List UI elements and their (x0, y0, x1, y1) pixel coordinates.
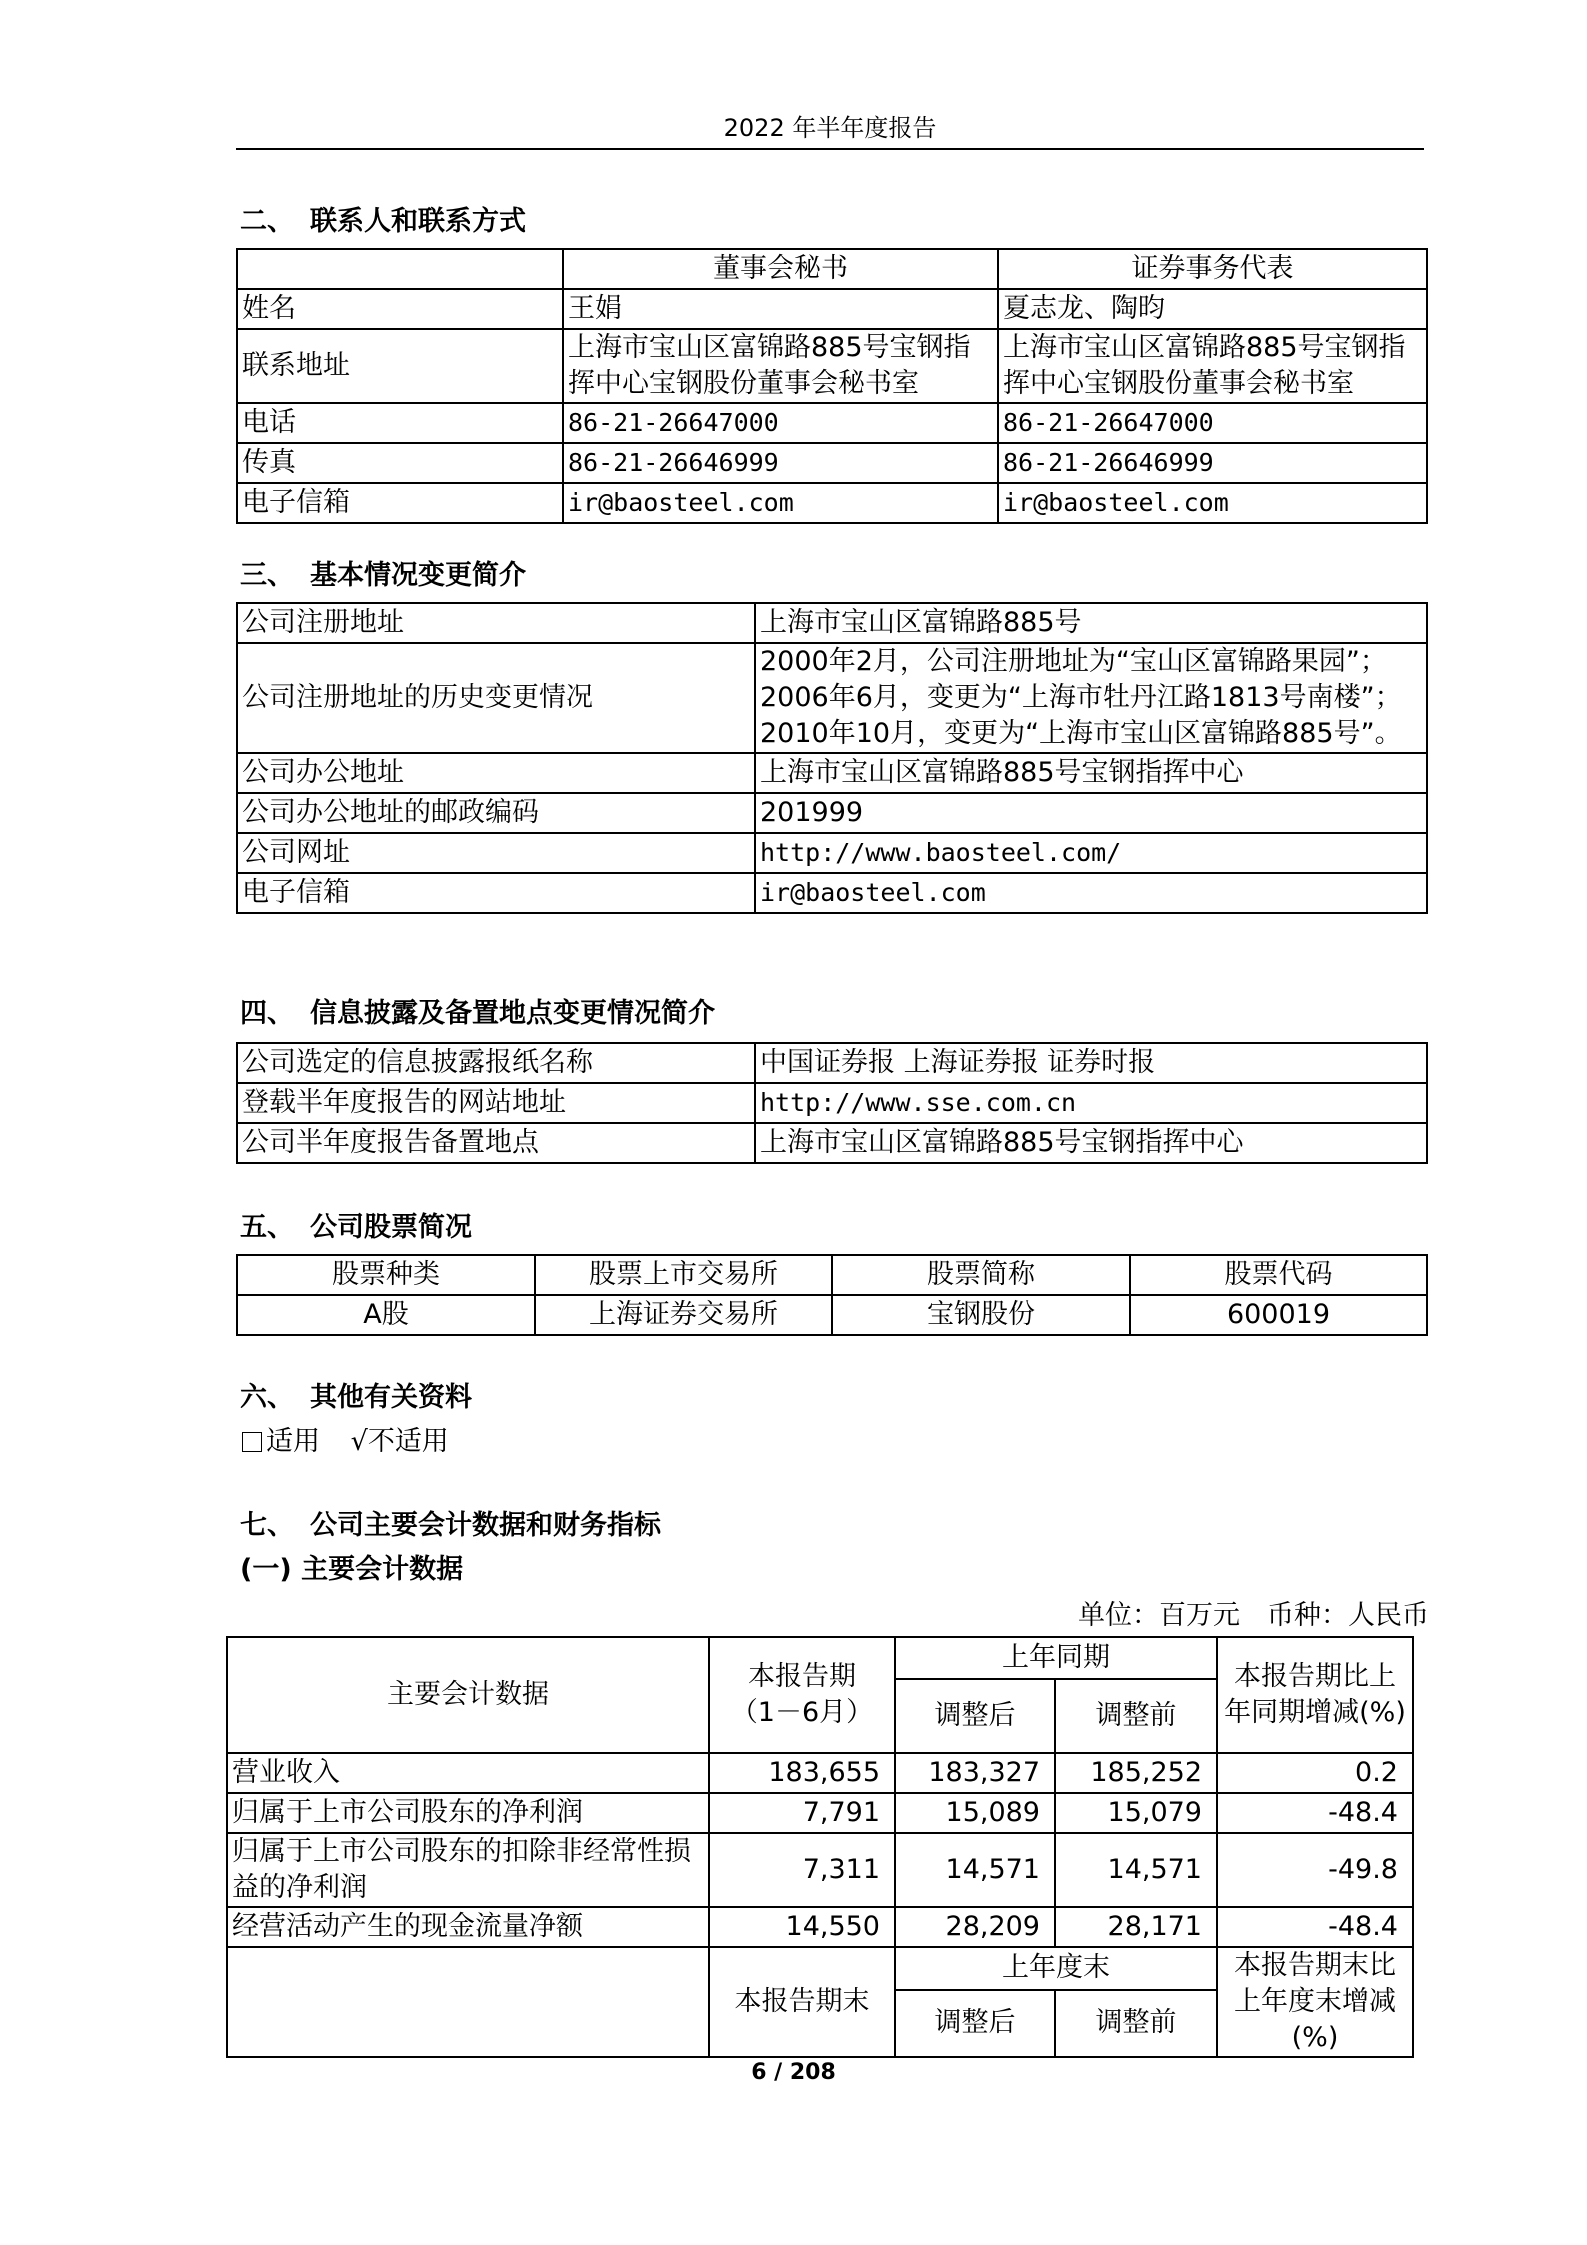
col-header: 股票种类 (237, 1255, 535, 1295)
col-header-representative: 证券事务代表 (998, 249, 1427, 289)
section-5-heading: 五、 公司股票简况 (240, 1212, 472, 1243)
checkmark-icon: √ (350, 1426, 368, 1457)
secretary-email: ir@baosteel.com (563, 483, 998, 523)
row-label: 归属于上市公司股东的扣除非经常性损益的净利润 (227, 1833, 709, 1907)
row-label: 公司办公地址的邮政编码 (237, 793, 755, 833)
postal-code: 201999 (755, 793, 1427, 833)
stock-exchange: 上海证券交易所 (535, 1295, 832, 1335)
row-label: 登载半年度报告的网站地址 (237, 1083, 755, 1123)
section-2-heading: 二、 联系人和联系方式 (240, 206, 526, 237)
financial-data-table: 主要会计数据 本报告期 （1－6月） 上年同期 本报告期比上年同期增减(%) 调整后 调整前 营业收入 183,655 183,327 185,252 0.2 归属于上市公司股东的净利润 7,791 15,089 15,079 -48.4 归属于上市公司股东的扣除非经常性损益的净利润 7,311 14,571 14,571 -49.8 经营活动产生的现金流量净额 14,550 28,209 28,171 -48.4 本报告期末 上年度末 本报告期末比上年度末增减(%) 调整后 调整前 (226, 1636, 1414, 2058)
unit-note: 单位：百万元 币种：人民币 (1078, 1600, 1429, 1631)
col-header-item: 主要会计数据 (227, 1637, 709, 1753)
col-header-current: 本报告期 （1－6月） (709, 1637, 895, 1753)
subsection-heading: (一) 主要会计数据 (240, 1554, 464, 1585)
website-link[interactable]: http://www.baosteel.com/ (755, 833, 1427, 873)
row-label: 电子信箱 (237, 483, 563, 523)
section-4-heading: 四、 信息披露及备置地点变更情况简介 (240, 998, 715, 1029)
report-title: 2022 年半年度报告 (723, 114, 937, 142)
row-label: 姓名 (237, 289, 563, 329)
col-header-period-end: 本报告期末 (709, 1947, 895, 2057)
col-header-prior-year-end: 上年度末 (895, 1947, 1217, 1990)
basic-info-table (236, 602, 1428, 914)
col-header-change-year-end: 本报告期末比上年度末增减(%) (1217, 1947, 1413, 2057)
applicability-options: 适用 √不适用 (242, 1424, 449, 1460)
page-header (236, 112, 1424, 150)
office-address: 上海市宝山区富锦路885号宝钢指挥中心 (755, 753, 1427, 793)
representative-address: 上海市宝山区富锦路885号宝钢指挥中心宝钢股份董事会秘书室 (998, 329, 1427, 403)
row-label: 归属于上市公司股东的净利润 (227, 1793, 709, 1833)
row-label: 公司网址 (237, 833, 755, 873)
col-header-adjusted-after: 调整后 (895, 1679, 1055, 1753)
secretary-address: 上海市宝山区富锦路885号宝钢指挥中心宝钢股份董事会秘书室 (563, 329, 998, 403)
secretary-phone: 86-21-26647000 (563, 403, 998, 443)
row-label: 公司办公地址 (237, 753, 755, 793)
col-header-secretary: 董事会秘书 (563, 249, 998, 289)
col-header: 股票上市交易所 (535, 1255, 832, 1295)
row-label: 传真 (237, 443, 563, 483)
row-label: 经营活动产生的现金流量净额 (227, 1907, 709, 1947)
row-label: 电子信箱 (237, 873, 755, 913)
contact-table (236, 248, 1428, 524)
stock-short-name: 宝钢股份 (832, 1295, 1130, 1335)
email-link[interactable]: ir@baosteel.com (755, 873, 1427, 913)
newspapers: 中国证券报 上海证券报 证券时报 (755, 1043, 1427, 1083)
representative-phone: 86-21-26647000 (998, 403, 1427, 443)
col-header-adjusted-after: 调整后 (895, 1990, 1055, 2057)
representative-email: ir@baosteel.com (998, 483, 1427, 523)
row-label: 营业收入 (227, 1753, 709, 1793)
representative-fax: 86-21-26646999 (998, 443, 1427, 483)
section-3-heading: 三、 基本情况变更简介 (240, 560, 526, 591)
row-label: 联系地址 (237, 329, 563, 403)
stock-table (236, 1254, 1428, 1336)
stock-type: A股 (237, 1295, 535, 1335)
section-6-heading: 六、 其他有关资料 (240, 1382, 472, 1413)
report-website-link[interactable]: http://www.sse.com.cn (755, 1083, 1427, 1123)
stock-code: 600019 (1130, 1295, 1427, 1335)
col-header-change: 本报告期比上年同期增减(%) (1217, 1637, 1413, 1753)
col-header-adjusted-before: 调整前 (1055, 1679, 1217, 1753)
representative-name: 夏志龙、陶昀 (998, 289, 1427, 329)
section-7-heading: 七、 公司主要会计数据和财务指标 (240, 1510, 661, 1541)
col-header-adjusted-before: 调整前 (1055, 1990, 1217, 2057)
row-label: 公司选定的信息披露报纸名称 (237, 1043, 755, 1083)
row-label: 电话 (237, 403, 563, 443)
secretary-fax: 86-21-26646999 (563, 443, 998, 483)
disclosure-table (236, 1042, 1428, 1164)
col-header: 股票代码 (1130, 1255, 1427, 1295)
page-number: 6 / 208 (751, 2060, 836, 2085)
report-location: 上海市宝山区富锦路885号宝钢指挥中心 (755, 1123, 1427, 1163)
col-header: 股票简称 (832, 1255, 1130, 1295)
address-history: 2000年2月，公司注册地址为“宝山区富锦路果园”； 2006年6月，变更为“上海市牡丹江路1813号南楼”； 2010年10月，变更为“上海市宝山区富锦路885号”。 (755, 643, 1427, 753)
row-label: 公司注册地址的历史变更情况 (237, 643, 755, 753)
unchecked-box-icon (242, 1432, 262, 1452)
col-header-prior: 上年同期 (895, 1637, 1217, 1679)
registered-address: 上海市宝山区富锦路885号 (755, 603, 1427, 643)
secretary-name: 王娟 (563, 289, 998, 329)
row-label: 公司注册地址 (237, 603, 755, 643)
row-label: 公司半年度报告备置地点 (237, 1123, 755, 1163)
